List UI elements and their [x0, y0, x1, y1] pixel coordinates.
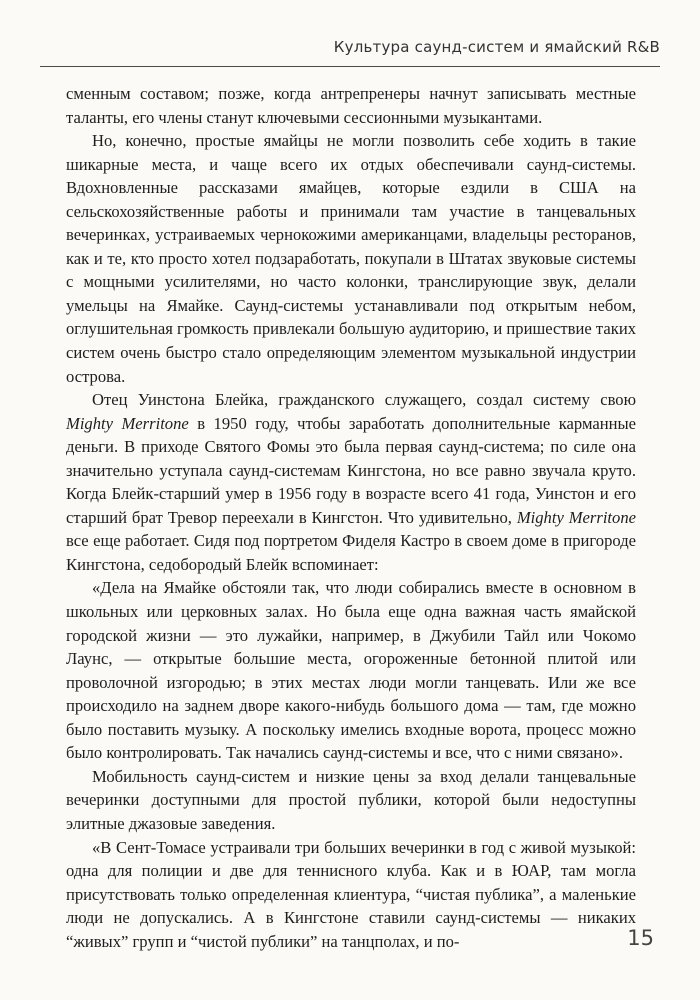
paragraph — [66, 129, 636, 388]
page-number: 15 — [627, 926, 654, 950]
italic-title: Mighty Merritone — [516, 507, 636, 527]
text-run: «В Сент-Томасе устраивали три больших вечеринки в год с живой музыкой: одна для полиции и две для теннисного клуба. Как и в ЮАР, там могла присутствовать только определенная клиентура, “чистая публика”, а маленькие люди не допускались. А в Кингстоне ставили саунд-системы — никаких “живых” групп и “чистой публики” на танцполах, и по- — [66, 837, 636, 951]
text-run: «Дела на Ямайке обстояли так, что люди собирались вместе в основном в школьных или церковных залах. Но была еще одна важная часть ямайской городской жизни — это лужайки, например, в Джубили Тайл или Чокомо Лаунс, — открытые большие места, огороженные бетонной плитой или проволочной изгородью; в этих местах люди могли танцевать. Или же все происходило на заднем дворе какого-нибудь большого дома — там, где можно было поставить музыку. А поскольку имелись входные ворота, процесс можно было контролировать. Так начались саунд-системы и все, что с ними связано». — [66, 578, 636, 763]
paragraph — [66, 836, 636, 954]
header-rule — [40, 66, 660, 67]
text-run: Отец Уинстона Блейка, гражданского служащего, создал систему свою — [92, 390, 636, 410]
paragraph — [66, 82, 636, 129]
text-run: Мобильность саунд-систем и низкие цены за вход делали танцевальные вечеринки доступными для простой публики, которой были недоступны элитные джазовые заведения. — [66, 766, 636, 833]
text-run: сменным составом; позже, когда антрепренеры начнут записывать местные таланты, его члены станут ключевыми сессионными музыкантами. — [66, 84, 636, 127]
running-head: Культура саунд-систем и ямайский R&B — [333, 38, 660, 56]
paragraph — [66, 765, 636, 836]
body-text — [66, 82, 636, 953]
paragraph — [66, 388, 636, 576]
italic-title: Mighty Merritone — [66, 413, 189, 433]
text-run: в 1950 году, чтобы заработать дополнительные карманные деньги. В приходе Святого Фомы это была первая саунд-система; по силе она значительно уступала саунд-системам Кингстона, но все равно звучала круто. Когда Блейк-старший умер в 1956 году в возрасте всего 41 года, Уинстон и его старший брат Тревор переехали в Кингстон. Что удивительно, — [66, 413, 636, 527]
text-run: Но, конечно, простые ямайцы не могли позволить себе ходить в такие шикарные места, и чаще всего их отдых обеспечивали саунд-системы. Вдохновленные рассказами ямайцев, которые ездили в США на сельскохозяйственные работы и принимали там участие в танцевальных вечеринках, устраиваемых чернокожими американцами, владельцы ресторанов, как и те, кто просто хотел подзаработать, покупали в Штатах звуковые системы с мощными усилителями, но часто колонки, транслирующие звук, делали умельцы на Ямайке. Саунд-системы устанавливали под открытым небом, оглушительная громкость привлекали большую аудиторию, и пришествие таких систем очень быстро стало определяющим элементом музыкальной индустрии острова. — [66, 131, 636, 386]
text-run: все еще работает. Сидя под портретом Фиделя Кастро в своем доме в пригороде Кингстона, седобородый Блейк вспоминает: — [66, 531, 636, 574]
paragraph — [66, 576, 636, 764]
